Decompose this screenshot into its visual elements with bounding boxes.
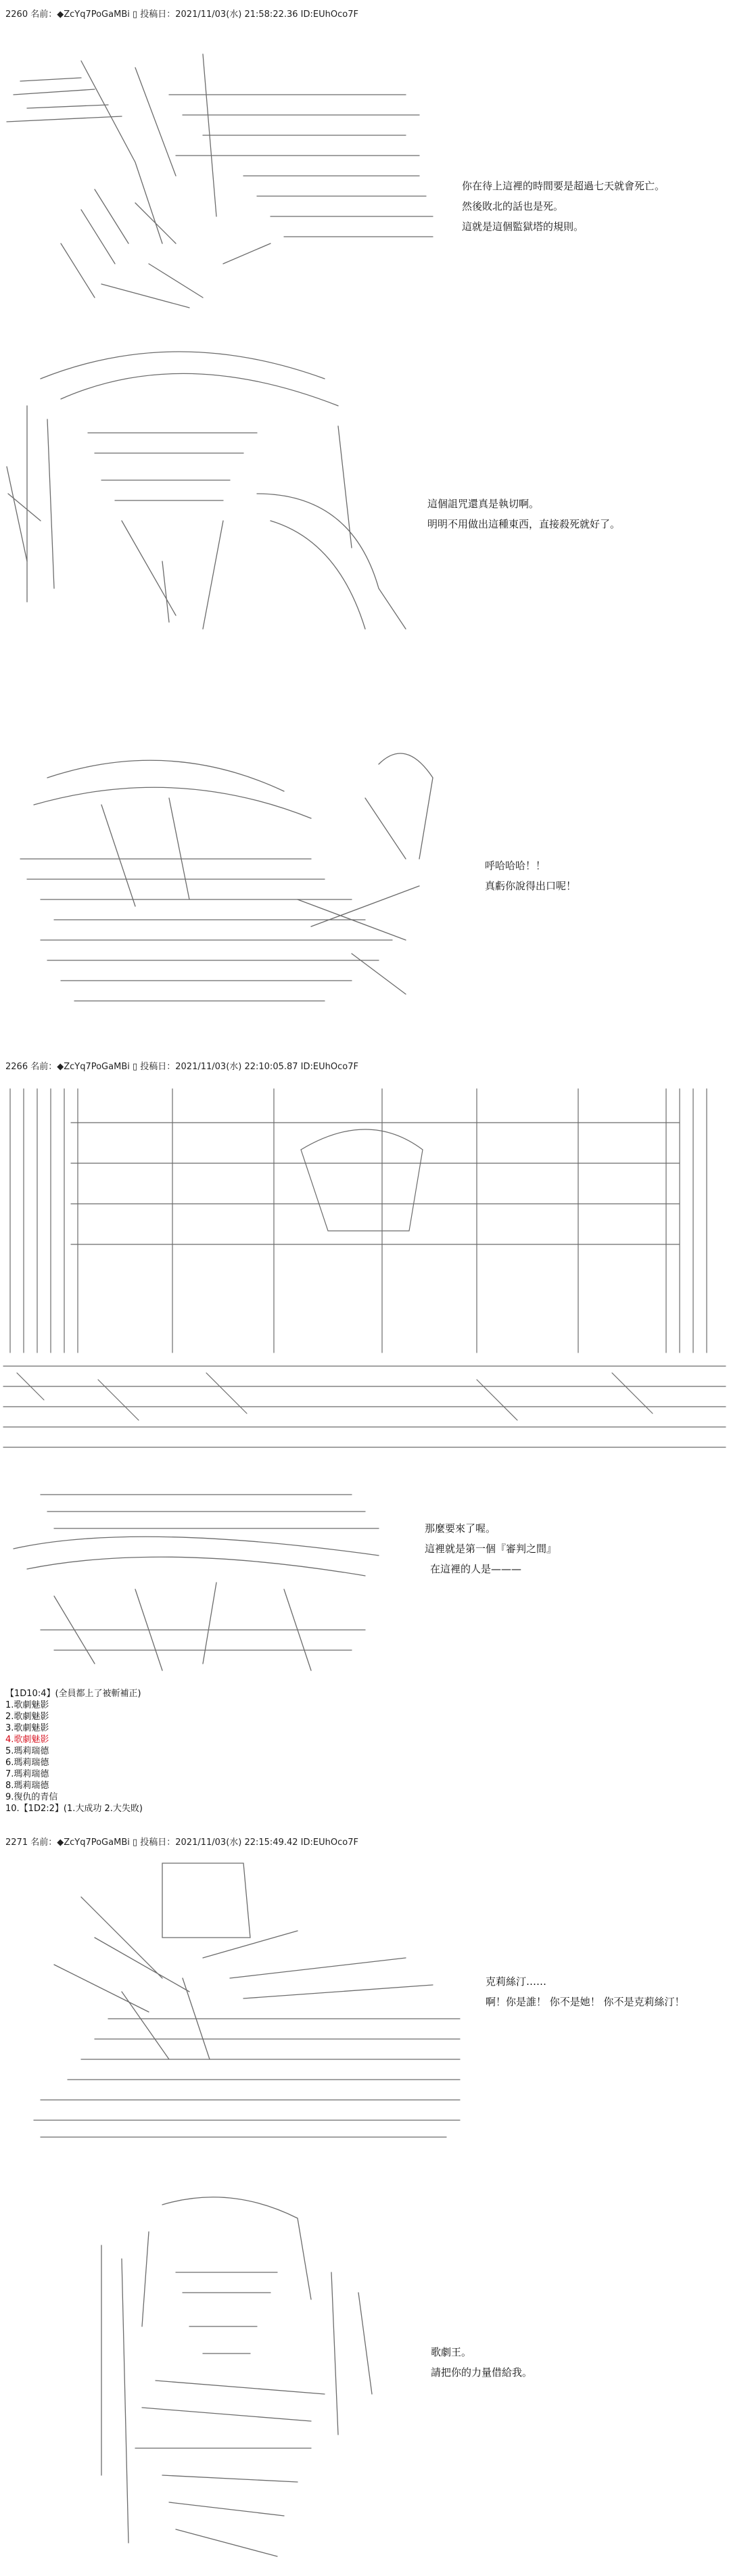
ascii-art-panel [54,2191,406,2570]
dice-option: 3.歌劇魅影 [5,1723,49,1733]
dice-option: 7.瑪莉瑞德 [5,1769,49,1779]
dialog-line: 真虧你說得出口呢！ [485,880,577,892]
ascii-art-panel [3,1082,726,1461]
dialog-line: 呼哈哈哈！！ [485,860,546,872]
dice-option: 6.瑪莉瑞德 [5,1758,49,1768]
dialog-line: 啊！你是誰！ 你不是她！ 你不是克莉絲汀！ [486,1996,685,2008]
dialog-line: 這裡就是第一個『審判之間』 [425,1543,557,1555]
dialog-line: 這個詛咒還真是執切啊。 [427,498,540,510]
dice-option: 2.歌劇魅影 [5,1712,49,1722]
dialog-line: 明明不用做出這種東西，直接殺死就好了。 [427,518,621,530]
dialog-block [427,494,620,534]
dice-result-header: 【1D10:4】(全員都上了被斬補正) [5,1689,141,1699]
dialog-line: 然後敗北的話也是死。 [462,200,564,212]
dice-option: 9.復仇的青信 [5,1792,58,1802]
dialog-line: 你在待上這裡的時間要是超過七天就會死亡。 [462,180,665,192]
ascii-art-panel [0,1481,406,1677]
dialog-line: 歌劇王。 [431,2346,472,2358]
dialog-line: 這就是這個監獄塔的規則。 [462,220,584,233]
dialog-block [485,856,576,896]
dialog-block [431,2342,532,2383]
dice-option: 8.瑪莉瑞德 [5,1781,49,1791]
dialog-block [486,1971,685,2012]
dialog-line: 克莉絲汀…… [486,1975,547,1988]
ascii-art-panel [27,1856,473,2140]
dice-option: 1.歌劇魅影 [5,1700,49,1710]
post-header: 2266 名前：◆ZcYq7PoGaMBi ▯ 投稿日：2021/11/03(水) 22:10:05.87 ID:EUhOco7F [5,1062,358,1072]
post-header: 2271 名前：◆ZcYq7PoGaMBi ▯ 投稿日：2021/11/03(水) 22:15:49.42 ID:EUhOco7F [5,1837,358,1848]
dialog-line: 在這裡的人是——— [430,1563,522,1575]
dice-option-selected: 4.歌劇魅影 [5,1735,49,1745]
dice-option: 5.瑪莉瑞德 [5,1746,49,1756]
dice-option: 10.【1D2:2】(1.大成功 2.大失敗) [5,1804,143,1814]
dialog-line: 請把你的力量借給我。 [431,2366,533,2379]
dialog-line: 那麼要來了喔。 [425,1522,496,1535]
ascii-art-panel [0,318,419,636]
post-header: 2260 名前：◆ZcYq7PoGaMBi ▯ 投稿日：2021/11/03(水) 21:58:22.36 ID:EUhOco7F [5,9,358,20]
ascii-art-panel [0,737,446,1035]
ascii-art-panel [0,41,440,325]
dice-result-list [5,1688,143,1814]
dialog-block [425,1518,557,1579]
dialog-block [462,176,665,237]
